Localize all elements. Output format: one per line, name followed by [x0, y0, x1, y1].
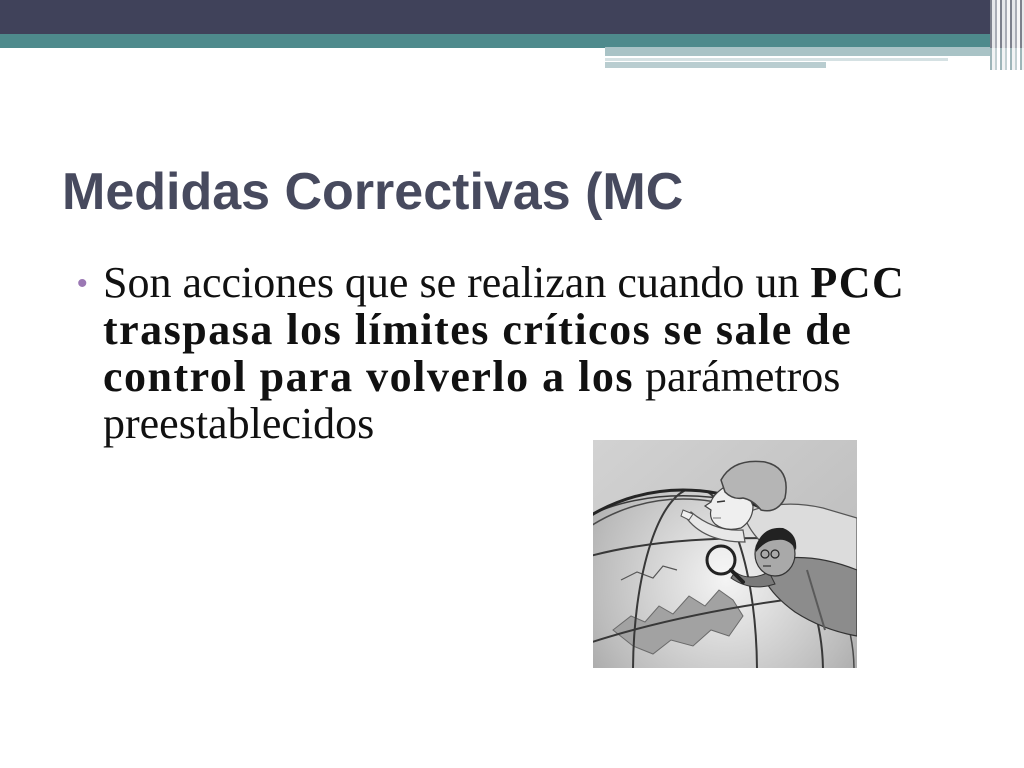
header-bar-teal: [0, 34, 990, 48]
header-accent-line: [605, 58, 948, 61]
globe-clipart-image: [593, 440, 857, 668]
bullet-text-bold: traspasa los límites críticos se sale de: [103, 305, 853, 354]
bullet-item: [103, 259, 905, 447]
bullet-text-line: [103, 353, 905, 400]
bullet-text-bold: control para volverlo a los: [103, 352, 634, 401]
header-bar-dark: [0, 0, 990, 34]
bullet-text-regular: preestablecidos: [103, 399, 375, 448]
header-accent-line: [605, 62, 826, 68]
header-accent-band: [605, 47, 990, 56]
bullet-text-line: [103, 259, 905, 306]
header-stripes: [990, 48, 1024, 70]
globe-clipart-svg: [593, 440, 857, 668]
header-stripes: [990, 0, 1024, 48]
bullet-text-bold: PCC: [810, 258, 906, 307]
bullet-text-regular: Son acciones que se realizan cuando un: [103, 258, 811, 307]
bullet-text-regular: parámetros: [633, 352, 841, 401]
slide-title: Medidas Correctivas (MC: [62, 163, 684, 221]
bullet-marker: •: [77, 267, 88, 300]
bullet-text-line: [103, 306, 905, 353]
